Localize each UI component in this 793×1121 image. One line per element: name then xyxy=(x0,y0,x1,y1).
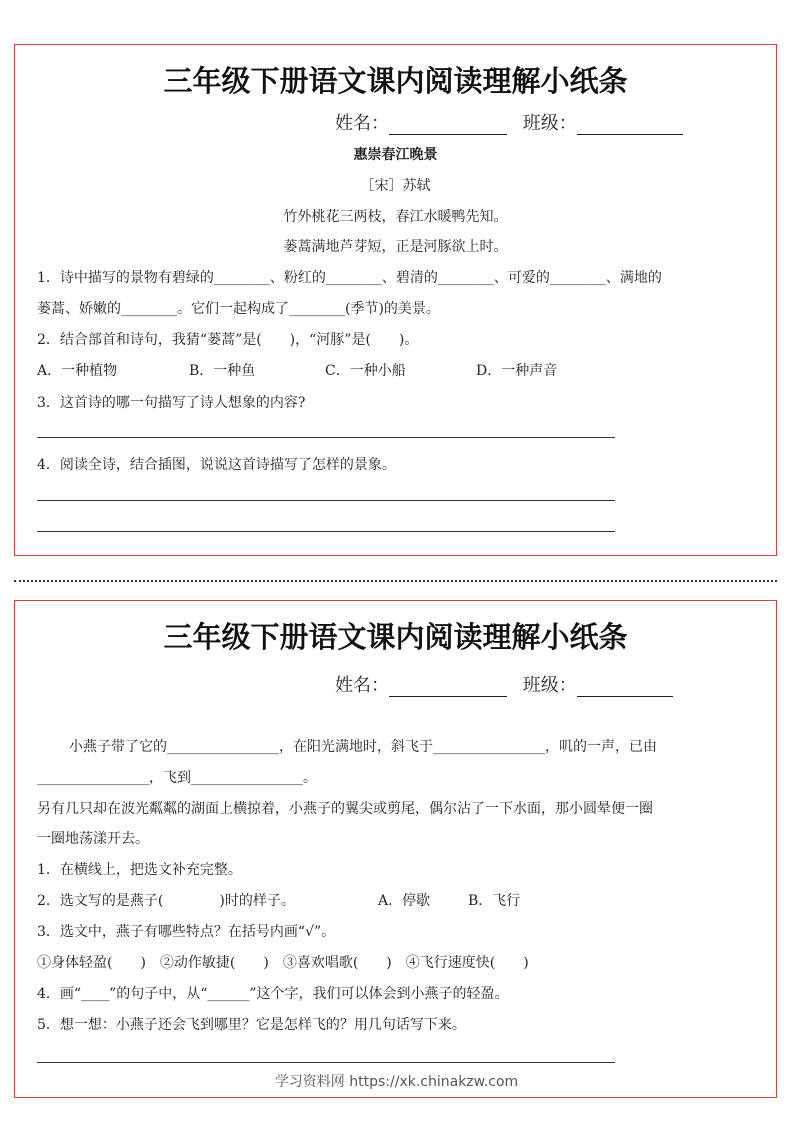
passage-para-1-line-1: 小燕子带了它的________________，在阳光满地时，斜飞于________________，叽的一声，已由 xyxy=(69,739,657,755)
poem-line-1: 竹外桃花三两枝，春江水暖鸭先知。 xyxy=(283,209,508,225)
option-b: B．一种鱼 xyxy=(189,363,256,379)
answer-line[interactable] xyxy=(37,1062,615,1063)
name-class-row xyxy=(335,109,683,135)
name-label: 姓名： xyxy=(335,675,389,696)
question-2: 2．结合部首和诗句，我猜“蒌蒿”是( )，“河豚”是( )。 xyxy=(37,332,419,348)
worksheet-card-1 xyxy=(14,44,777,556)
passage-para-1-line-2: ________________，飞到________________。 xyxy=(37,770,317,786)
worksheet-card-2 xyxy=(14,600,777,1098)
option-b: B．飞行 xyxy=(468,893,521,909)
class-label: 班级： xyxy=(522,675,577,696)
answer-line[interactable] xyxy=(37,500,615,501)
footer-watermark: 学习资料网 https://xk.chinakzw.com xyxy=(274,1074,519,1090)
passage-para-2-line-2: 一圈地荡漾开去。 xyxy=(37,831,149,847)
question-1: 1．在横线上，把选文补充完整。 xyxy=(37,862,242,878)
class-blank[interactable] xyxy=(577,676,673,697)
question-3: 3．这首诗的哪一句描写了诗人想象的内容? xyxy=(37,395,306,411)
question-2: 2．选文写的是燕子( )时的样子。 xyxy=(37,893,295,909)
poem-title: 惠崇春江晚景 xyxy=(353,147,438,163)
question-1-line-2: 蒌蒿、娇嫩的________。它们一起构成了________(季节)的美景。 xyxy=(37,301,440,317)
poem-line-2: 蒌蒿满地芦芽短，正是河豚欲上时。 xyxy=(283,239,508,255)
question-4: 4．阅读全诗，结合插图，说说这首诗描写了怎样的景象。 xyxy=(37,457,396,473)
answer-line[interactable] xyxy=(37,531,615,532)
name-class-row xyxy=(335,671,673,697)
option-a: A．停歇 xyxy=(378,893,431,909)
class-blank[interactable] xyxy=(577,114,683,135)
option-a: A．一种植物 xyxy=(37,363,118,379)
answer-line[interactable] xyxy=(37,437,615,438)
worksheet-title: 三年级下册语文课内阅读理解小纸条 xyxy=(163,64,628,98)
cut-line-divider xyxy=(14,580,777,582)
question-3: 3．选文中，燕子有哪些特点？在括号内画“√”。 xyxy=(37,924,336,940)
worksheet-title: 三年级下册语文课内阅读理解小纸条 xyxy=(163,620,628,654)
name-blank[interactable] xyxy=(389,114,507,135)
question-5: 5．想一想：小燕子还会飞到哪里？它是怎样飞的？用几句话写下来。 xyxy=(37,1017,466,1033)
passage-para-2-line-1: 另有几只却在波光粼粼的湖面上横掠着，小燕子的翼尖或剪尾，偶尔沾了一下水面，那小圆晕便一圈 xyxy=(37,801,653,817)
option-d: D．一种声音 xyxy=(476,363,558,379)
name-label: 姓名： xyxy=(335,113,389,134)
poem-author: ［宋］苏轼 xyxy=(360,178,431,194)
question-4: 4．画“____”的句子中，从“______”这个字，我们可以体会到小燕子的轻盈。 xyxy=(37,986,509,1002)
question-3-options: ①身体轻盈( ) ②动作敏捷( ) ③喜欢唱歌( ) ④飞行速度快( ) xyxy=(37,955,529,971)
question-1-line-1: 1．诗中描写的景物有碧绿的________、粉红的________、碧清的________、可爱的________、满地的 xyxy=(37,270,662,286)
name-blank[interactable] xyxy=(389,676,507,697)
class-label: 班级： xyxy=(522,113,577,134)
option-c: C．一种小船 xyxy=(325,363,406,379)
